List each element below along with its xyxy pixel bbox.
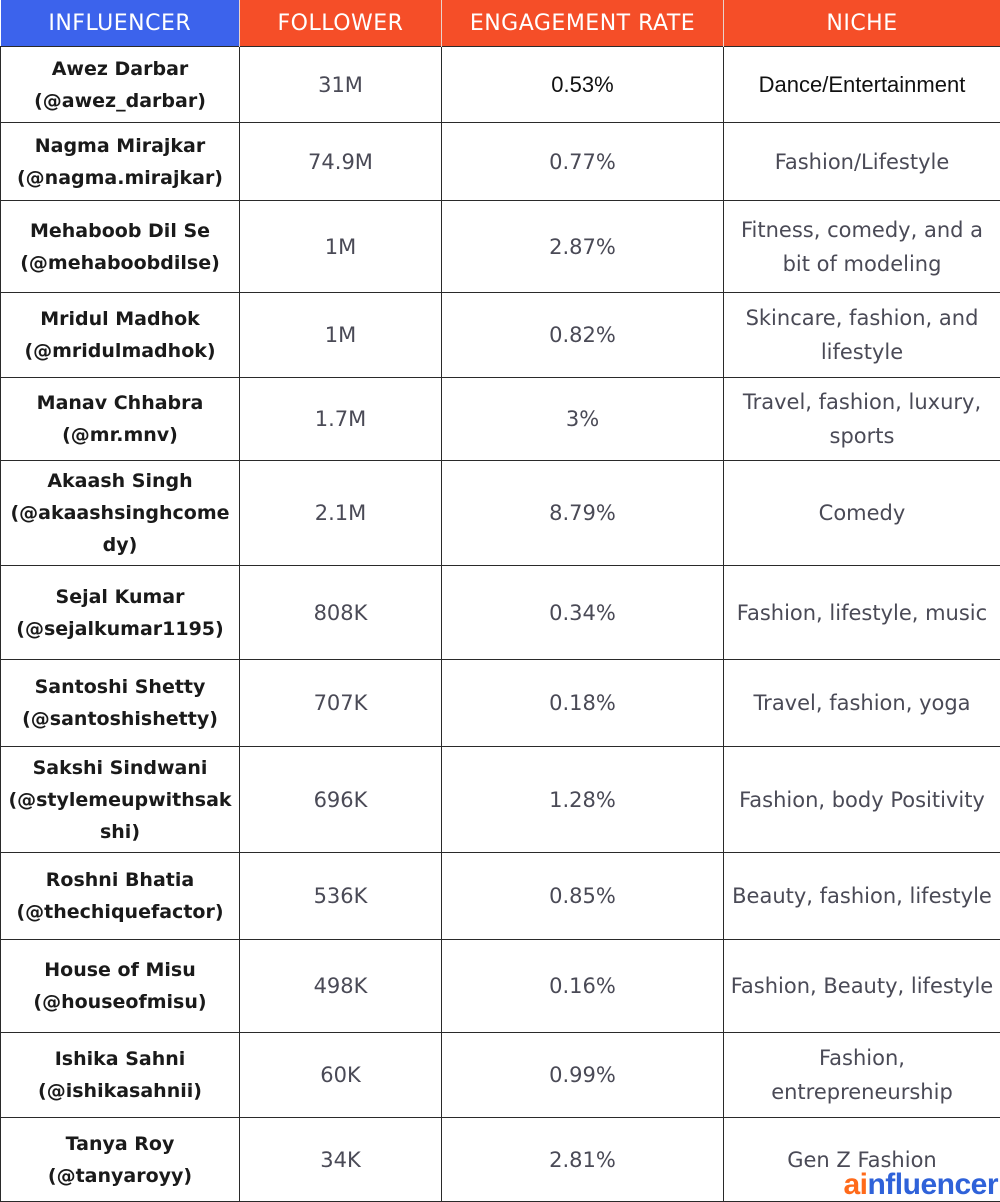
engagement-cell: 2.87% [442,201,724,293]
table-row [1,123,1000,201]
logo-ai: ai [843,1168,867,1201]
influencer-cell [1,461,240,566]
influencer-cell [1,123,240,201]
niche-cell: Fashion/Lifestyle [724,123,1000,201]
influencer-name: Awez Darbar [4,53,236,85]
follower-cell: 31M [240,47,442,123]
influencer-name: Ishika Sahni [4,1043,236,1075]
table-row [1,660,1000,747]
influencer-name: Sejal Kumar [4,581,236,613]
table-row [1,853,1000,940]
influencer-handle: (@tanyaroyy) [4,1160,236,1192]
follower-cell: 1.7M [240,378,442,461]
engagement-cell: 8.79% [442,461,724,566]
influencer-handle: (@stylemeupwithsakshi) [4,784,236,848]
influencer-handle: (@thechiquefactor) [4,896,236,928]
follower-cell: 1M [240,293,442,378]
header-row [1,0,1000,47]
table-row [1,47,1000,123]
engagement-cell: 1.28% [442,747,724,853]
engagement-cell: 0.77% [442,123,724,201]
influencer-handle: (@ishikasahnii) [4,1075,236,1107]
influencer-cell [1,47,240,123]
table-row [1,747,1000,853]
influencer-cell [1,660,240,747]
influencer-handle: (@awez_darbar) [4,85,236,117]
niche-cell: Fashion, Beauty, lifestyle [724,940,1000,1033]
table-row [1,940,1000,1033]
niche-cell: Travel, fashion, yoga [724,660,1000,747]
follower-cell: 34K [240,1118,442,1202]
influencer-handle: (@mehaboobdilse) [4,247,236,279]
follower-cell: 696K [240,747,442,853]
engagement-cell: 0.85% [442,853,724,940]
engagement-cell: 0.99% [442,1033,724,1118]
influencer-name: House of Misu [4,954,236,986]
engagement-cell: 0.16% [442,940,724,1033]
influencer-handle: (@akaashsinghcomedy) [4,497,236,561]
engagement-cell: 0.82% [442,293,724,378]
engagement-cell: 0.18% [442,660,724,747]
influencer-name: Akaash Singh [4,465,236,497]
table-row [1,201,1000,293]
niche-cell: Beauty, fashion, lifestyle [724,853,1000,940]
influencer-name: Sakshi Sindwani [4,752,236,784]
influencer-handle: (@mridulmadhok) [4,335,236,367]
niche-cell: Fitness, comedy, and a bit of modeling [724,201,1000,293]
niche-cell: Travel, fashion, luxury, sports [724,378,1000,461]
follower-cell: 498K [240,940,442,1033]
niche-cell: Gen Z Fashion [724,1118,1000,1202]
header-influencer[interactable]: INFLUENCER [1,0,240,47]
niche-cell: Fashion, lifestyle, music [724,566,1000,660]
follower-cell: 74.9M [240,123,442,201]
influencer-cell [1,1033,240,1118]
follower-cell: 707K [240,660,442,747]
engagement-cell: 2.81% [442,1118,724,1202]
influencer-cell [1,378,240,461]
influencer-name: Santoshi Shetty [4,671,236,703]
influencer-handle: (@santoshishetty) [4,703,236,735]
influencer-cell [1,293,240,378]
influencer-cell [1,1118,240,1202]
logo-nfluencer: nfluencer [867,1168,998,1201]
header-niche[interactable]: NICHE [724,0,1000,47]
influencer-name: Nagma Mirajkar [4,130,236,162]
engagement-cell: 0.53% [442,47,724,123]
follower-cell: 808K [240,566,442,660]
influencer-handle: (@mr.mnv) [4,419,236,451]
follower-cell: 1M [240,201,442,293]
follower-cell: 2.1M [240,461,442,566]
header-engagement-rate[interactable]: ENGAGEMENT RATE [442,0,724,47]
influencer-name: Mridul Madhok [4,303,236,335]
influencer-name: Manav Chhabra [4,387,236,419]
influencer-name: Roshni Bhatia [4,864,236,896]
header-follower[interactable]: FOLLOWER [240,0,442,47]
ainfluencer-logo [843,1170,998,1200]
follower-cell: 60K [240,1033,442,1118]
influencer-cell [1,853,240,940]
table-row [1,566,1000,660]
influencer-cell [1,747,240,853]
table-row [1,293,1000,378]
niche-cell: Fashion, body Positivity [724,747,1000,853]
niche-cell: Comedy [724,461,1000,566]
influencer-name: Mehaboob Dil Se [4,215,236,247]
niche-cell: Skincare, fashion, and lifestyle [724,293,1000,378]
table-row [1,1033,1000,1118]
influencer-name: Tanya Roy [4,1128,236,1160]
niche-cell: Fashion, entrepreneurship [724,1033,1000,1118]
table-row [1,378,1000,461]
influencer-cell [1,940,240,1033]
influencer-cell [1,566,240,660]
influencer-handle: (@houseofmisu) [4,986,236,1018]
follower-cell: 536K [240,853,442,940]
influencer-handle: (@sejalkumar1195) [4,613,236,645]
influencer-handle: (@nagma.mirajkar) [4,162,236,194]
engagement-cell: 3% [442,378,724,461]
engagement-cell: 0.34% [442,566,724,660]
influencer-cell [1,201,240,293]
table-row [1,461,1000,566]
niche-cell: Dance/Entertainment [724,47,1000,123]
